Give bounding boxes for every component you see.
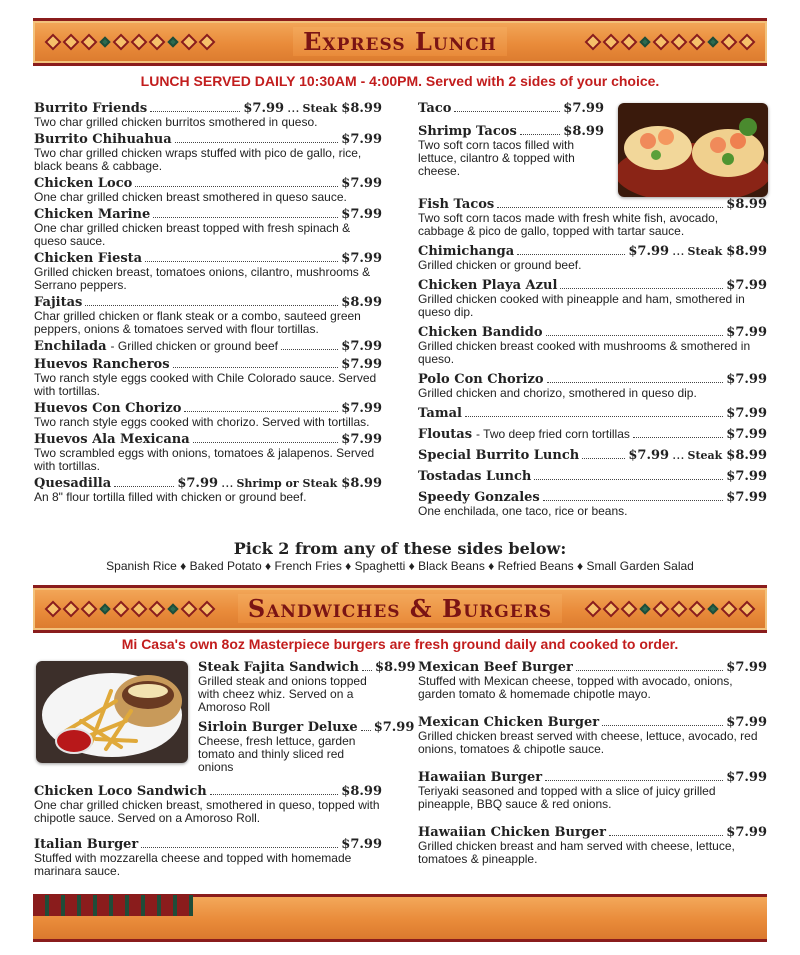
menu-item-name: Special Burrito Lunch	[418, 448, 580, 463]
menu-item-price: $7.99	[726, 660, 767, 675]
menu-item-description: Grilled chicken and chorizo, smothered in queso dip.	[418, 386, 697, 400]
menu-item-name: Chicken Loco	[34, 176, 133, 191]
menu-item-price: $7.99	[341, 432, 382, 447]
menu-item-description: Grilled chicken cooked with pineapple and ham, smothered in queso dip.	[418, 292, 745, 319]
menu-item	[418, 325, 767, 366]
menu-item	[418, 427, 767, 442]
menu-item	[418, 770, 767, 811]
dot-leader	[281, 340, 338, 350]
dot-leader	[633, 428, 723, 438]
menu-item-name: Huevos Con Chorizo	[34, 401, 182, 416]
menu-item-line	[418, 715, 767, 730]
menu-item-description: Grilled chicken breast, tomatoes onions, cilantro, mushrooms & Serrano peppers.	[34, 265, 371, 292]
menu-item-line	[418, 372, 767, 387]
menu-item-extra-price: $8.99	[341, 101, 382, 116]
menu-item-name: Hawaiian Chicken Burger	[418, 825, 607, 840]
menu-item-extra-label: Steak	[302, 102, 338, 115]
express-right-column	[418, 197, 767, 524]
dot-leader	[517, 245, 625, 255]
menu-item	[418, 101, 604, 116]
menu-item-name: Burrito Chihuahua	[34, 132, 172, 147]
menu-item-price: $7.99	[726, 490, 767, 505]
menu-item-description: Two char grilled chicken burritos smothered in queso.	[34, 115, 318, 129]
menu-item	[418, 278, 767, 319]
dot-leader	[497, 198, 723, 208]
menu-item	[418, 715, 767, 756]
menu-item-line	[34, 101, 382, 116]
express-right-top-column	[418, 101, 604, 186]
dot-leader	[454, 102, 560, 112]
menu-item-description: Two ranch style eggs cooked with chorizo. Served with tortillas.	[34, 415, 370, 429]
menu-item-name: Tostadas Lunch	[418, 469, 532, 484]
menu-item-description: An 8" flour tortilla filled with chicken or ground beef.	[34, 490, 307, 504]
menu-item-price: $7.99	[341, 357, 382, 372]
menu-item-description: Two scrambled eggs with onions, tomatoes & jalapenos. Served with tortillas.	[34, 446, 375, 473]
sandwiches-burgers-banner	[33, 585, 767, 633]
menu-item-name: Hawaiian Burger	[418, 770, 543, 785]
menu-item-description: Cheese, fresh lettuce, garden tomato and thinly sliced red onions	[198, 734, 356, 774]
menu-item-line	[418, 278, 767, 293]
sandwiches-left-top-column	[198, 660, 416, 780]
menu-item-description: Grilled chicken breast cooked with mushrooms & smothered in queso.	[418, 339, 751, 366]
sides-list: Spanish Rice ♦ Baked Potato ♦ French Fries ♦ Spaghetti ♦ Black Beans ♦ Refried Beans ♦ Small Garden Salad	[106, 559, 694, 573]
menu-item-description: Grilled chicken breast and ham served with cheese, lettuce, tomatoes & pineapple.	[418, 839, 735, 866]
menu-item	[34, 207, 382, 248]
menu-item	[34, 476, 382, 504]
menu-item-name: Fajitas	[34, 295, 83, 310]
menu-item-line	[34, 251, 382, 266]
menu-item-price: $7.99	[341, 132, 382, 147]
menu-item-extra-label: Shrimp or Steak	[236, 477, 338, 490]
menu-item	[418, 469, 767, 484]
menu-item-name: Steak Fajita Sandwich	[198, 660, 360, 675]
menu-item-name: Huevos Rancheros	[34, 357, 170, 372]
menu-item-description: Two soft corn tacos filled with lettuce, cilantro & topped with cheese.	[418, 138, 575, 178]
menu-item-description: Char grilled chicken or flank steak or a combo, sauteed green peppers, onions & tomatoes served with flour tortillas.	[34, 309, 361, 336]
menu-item-name: Taco	[418, 101, 452, 116]
menu-item	[34, 432, 382, 473]
menu-item-price: $7.99	[726, 427, 767, 442]
menu-item-description: Two char grilled chicken wraps stuffed with pico de gallo, rice, black beans & cabbage.	[34, 146, 362, 173]
menu-item-line	[34, 132, 382, 147]
dot-leader	[362, 661, 372, 671]
menu-item	[34, 339, 382, 354]
menu-item	[34, 837, 382, 878]
menu-item-price: $8.99	[375, 660, 416, 675]
dot-leader	[184, 402, 338, 412]
menu-item-price: $7.99	[177, 476, 219, 491]
menu-item-name: Sirloin Burger Deluxe	[198, 720, 358, 735]
menu-item-extra-price: $8.99	[341, 476, 382, 491]
sandwiches-right-column	[418, 660, 767, 880]
menu-item-price: $8.99	[726, 197, 767, 212]
menu-item-price: $7.99	[563, 101, 604, 116]
menu-item-line	[418, 101, 604, 116]
menu-item	[418, 124, 604, 178]
tacos-photo	[618, 103, 768, 197]
menu-item	[198, 660, 416, 714]
dot-leader	[175, 133, 339, 143]
footer-decorative-border	[33, 894, 767, 942]
menu-item-line	[418, 244, 767, 259]
menu-item-name: Polo Con Chorizo	[418, 372, 544, 387]
express-lunch-title: Express Lunch	[33, 21, 767, 63]
menu-item-line	[418, 825, 767, 840]
menu-item-name: Quesadilla	[34, 476, 112, 491]
menu-item	[418, 825, 767, 866]
price-separator: ...	[672, 244, 685, 259]
menu-item-price: $7.99	[341, 251, 382, 266]
sides-heading: Pick 2 from any of these sides below:	[233, 539, 567, 558]
menu-item-price: $7.99	[341, 339, 382, 354]
menu-item-extra-label: Steak	[687, 449, 723, 462]
dot-leader	[145, 252, 338, 262]
menu-item-name: Shrimp Tacos	[418, 124, 517, 139]
dot-leader	[114, 477, 174, 487]
menu-item	[34, 132, 382, 173]
menu-item-line	[418, 469, 767, 484]
menu-item-description: One char grilled chicken breast topped with fresh spinach & queso sauce.	[34, 221, 351, 248]
menu-item-price: $7.99	[726, 770, 767, 785]
menu-item-name: Chicken Loco Sandwich	[34, 784, 207, 799]
dot-leader	[576, 661, 723, 671]
menu-item-line	[34, 207, 382, 222]
menu-item	[34, 251, 382, 292]
menu-item	[418, 372, 767, 400]
menu-item-description: One enchilada, one taco, rice or beans.	[418, 504, 628, 518]
dot-leader	[193, 433, 339, 443]
menu-item	[34, 401, 382, 429]
menu-item-description: Grilled steak and onions topped with cheez whiz. Served on a Amoroso Roll	[198, 674, 367, 714]
menu-item-name: Speedy Gonzales	[418, 490, 540, 505]
menu-item-name: Tamal	[418, 406, 462, 421]
menu-item-line	[198, 720, 415, 735]
dot-leader	[465, 407, 723, 417]
menu-item-description: One char grilled chicken breast smothered in queso sauce.	[34, 190, 347, 204]
menu-item	[418, 490, 767, 518]
menu-item-price: $7.99	[726, 469, 767, 484]
menu-item-line	[418, 325, 767, 340]
menu-item-line	[34, 837, 382, 852]
menu-item-name: Fish Tacos	[418, 197, 495, 212]
menu-item-line	[418, 197, 767, 212]
menu-item-price: $7.99	[726, 825, 767, 840]
menu-item-price: $7.99	[726, 715, 767, 730]
menu-item-price: $8.99	[341, 784, 382, 799]
menu-item-price: $7.99	[373, 720, 415, 735]
dot-leader	[546, 326, 724, 336]
dot-leader	[582, 449, 625, 459]
pattern-diamond	[189, 895, 193, 916]
menu-item-name: Chicken Fiesta	[34, 251, 143, 266]
menu-item-name: Chicken Bandido	[418, 325, 543, 340]
menu-item-price: $7.99	[628, 244, 670, 259]
dot-leader	[361, 721, 371, 731]
menu-item	[34, 101, 382, 129]
price-separator: ...	[672, 448, 685, 463]
menu-item-line	[198, 660, 416, 675]
dot-leader	[210, 785, 339, 795]
dot-leader	[545, 771, 723, 781]
sandwiches-subtitle: Mi Casa's own 8oz Masterpiece burgers are fresh ground daily and cooked to order.	[121, 636, 679, 652]
dot-leader	[153, 208, 338, 218]
dot-leader	[150, 102, 240, 112]
menu-item	[34, 357, 382, 398]
menu-item-line	[34, 784, 382, 799]
menu-item-line	[418, 770, 767, 785]
dot-leader	[609, 826, 723, 836]
menu-item-name: Chicken Marine	[34, 207, 151, 222]
menu-item-line	[34, 476, 382, 491]
menu-item-extra-label: Steak	[687, 245, 723, 258]
menu-item-extra-price: $8.99	[726, 244, 767, 259]
menu-item-name: Mexican Chicken Burger	[418, 715, 600, 730]
dot-leader	[534, 470, 723, 480]
dot-leader	[560, 279, 723, 289]
menu-item	[418, 660, 767, 701]
sandwiches-burgers-title: Sandwiches & Burgers	[33, 588, 767, 630]
sandwiches-left-column	[34, 784, 382, 890]
menu-item-price: $7.99	[726, 278, 767, 293]
menu-item-name: Chicken Playa Azul	[418, 278, 558, 293]
menu-item-line	[418, 406, 767, 421]
menu-item	[418, 448, 767, 463]
footer-pattern	[33, 897, 767, 915]
menu-item	[34, 295, 382, 336]
menu-item-price: $7.99	[726, 372, 767, 387]
menu-item-description: Stuffed with mozzarella cheese and topped with homemade marinara sauce.	[34, 851, 352, 878]
express-lunch-banner	[33, 18, 767, 66]
dot-leader	[543, 491, 724, 501]
menu-item-line	[418, 660, 767, 675]
dot-leader	[520, 125, 561, 135]
menu-item-description: Two ranch style eggs cooked with Chile Colorado sauce. Served with tortillas.	[34, 371, 377, 398]
price-separator: ...	[221, 476, 234, 491]
menu-item-description: Teriyaki seasoned and topped with a slice of juicy grilled pineapple, BBQ sauce & red onions.	[418, 784, 716, 811]
menu-item-price: $8.99	[341, 295, 382, 310]
menu-item-price: $7.99	[341, 401, 382, 416]
dot-leader	[85, 296, 338, 306]
menu-item-line	[418, 124, 604, 139]
menu-item	[198, 720, 415, 774]
menu-item-description: Stuffed with Mexican cheese, topped with avocado, onions, garden tomato & homemade chipotle mayo.	[418, 674, 733, 701]
dot-leader	[141, 838, 338, 848]
menu-item-price: $7.99	[341, 837, 382, 852]
dot-leader	[547, 373, 724, 383]
menu-item-name: Chimichanga	[418, 244, 515, 259]
menu-item-name: Mexican Beef Burger	[418, 660, 573, 675]
menu-item-line	[34, 432, 382, 447]
menu-item-name: Burrito Friends	[34, 101, 148, 116]
menu-item-line	[34, 339, 382, 354]
menu-item-description: Grilled chicken breast served with cheese, lettuce, avocado, red onions, tomatoes & chipotle sauce.	[418, 729, 758, 756]
menu-item-price: $7.99	[726, 406, 767, 421]
menu-item-name: Floutas	[418, 427, 473, 442]
menu-item-price: $7.99	[243, 101, 285, 116]
menu-item-line	[34, 357, 382, 372]
dot-leader	[173, 358, 339, 368]
sandwich-photo	[36, 661, 188, 763]
menu-item-line	[418, 427, 767, 442]
menu-item-price: $7.99	[726, 325, 767, 340]
menu-item-inline-desc: - Two deep fried corn tortillas	[476, 427, 630, 441]
menu-item-price: $8.99	[563, 124, 604, 139]
menu-item	[418, 197, 767, 238]
menu-item-line	[34, 176, 382, 191]
menu-item-description: One char grilled chicken breast, smothered in queso, topped with chipotle sauce. Served on a Amoroso Roll.	[34, 798, 380, 825]
menu-item	[418, 406, 767, 421]
menu-item-line	[418, 490, 767, 505]
menu-item-name: Italian Burger	[34, 837, 139, 852]
menu-item-line	[418, 448, 767, 463]
menu-item-price: $7.99	[341, 207, 382, 222]
menu-item-description: Grilled chicken or ground beef.	[418, 258, 582, 272]
menu-item-line	[34, 295, 382, 310]
menu-item	[418, 244, 767, 272]
menu-item-description: Two soft corn tacos made with fresh white fish, avocado, cabbage & pico de gallo, topped with tartar sauce.	[418, 211, 719, 238]
menu-item	[34, 176, 382, 204]
price-separator: ...	[287, 101, 300, 116]
menu-item-inline-desc: - Grilled chicken or ground beef	[110, 339, 278, 353]
dot-leader	[602, 716, 723, 726]
menu-item-name: Huevos Ala Mexicana	[34, 432, 190, 447]
express-lunch-subtitle: LUNCH SERVED DAILY 10:30AM - 4:00PM. Served with 2 sides of your choice.	[140, 73, 660, 89]
menu-item	[34, 784, 382, 825]
menu-item-price: $7.99	[628, 448, 670, 463]
menu-item-line	[34, 401, 382, 416]
express-left-column	[34, 101, 382, 507]
menu-item-extra-price: $8.99	[726, 448, 767, 463]
dot-leader	[135, 177, 338, 187]
menu-item-price: $7.99	[341, 176, 382, 191]
menu-item-name: Enchilada	[34, 339, 107, 354]
